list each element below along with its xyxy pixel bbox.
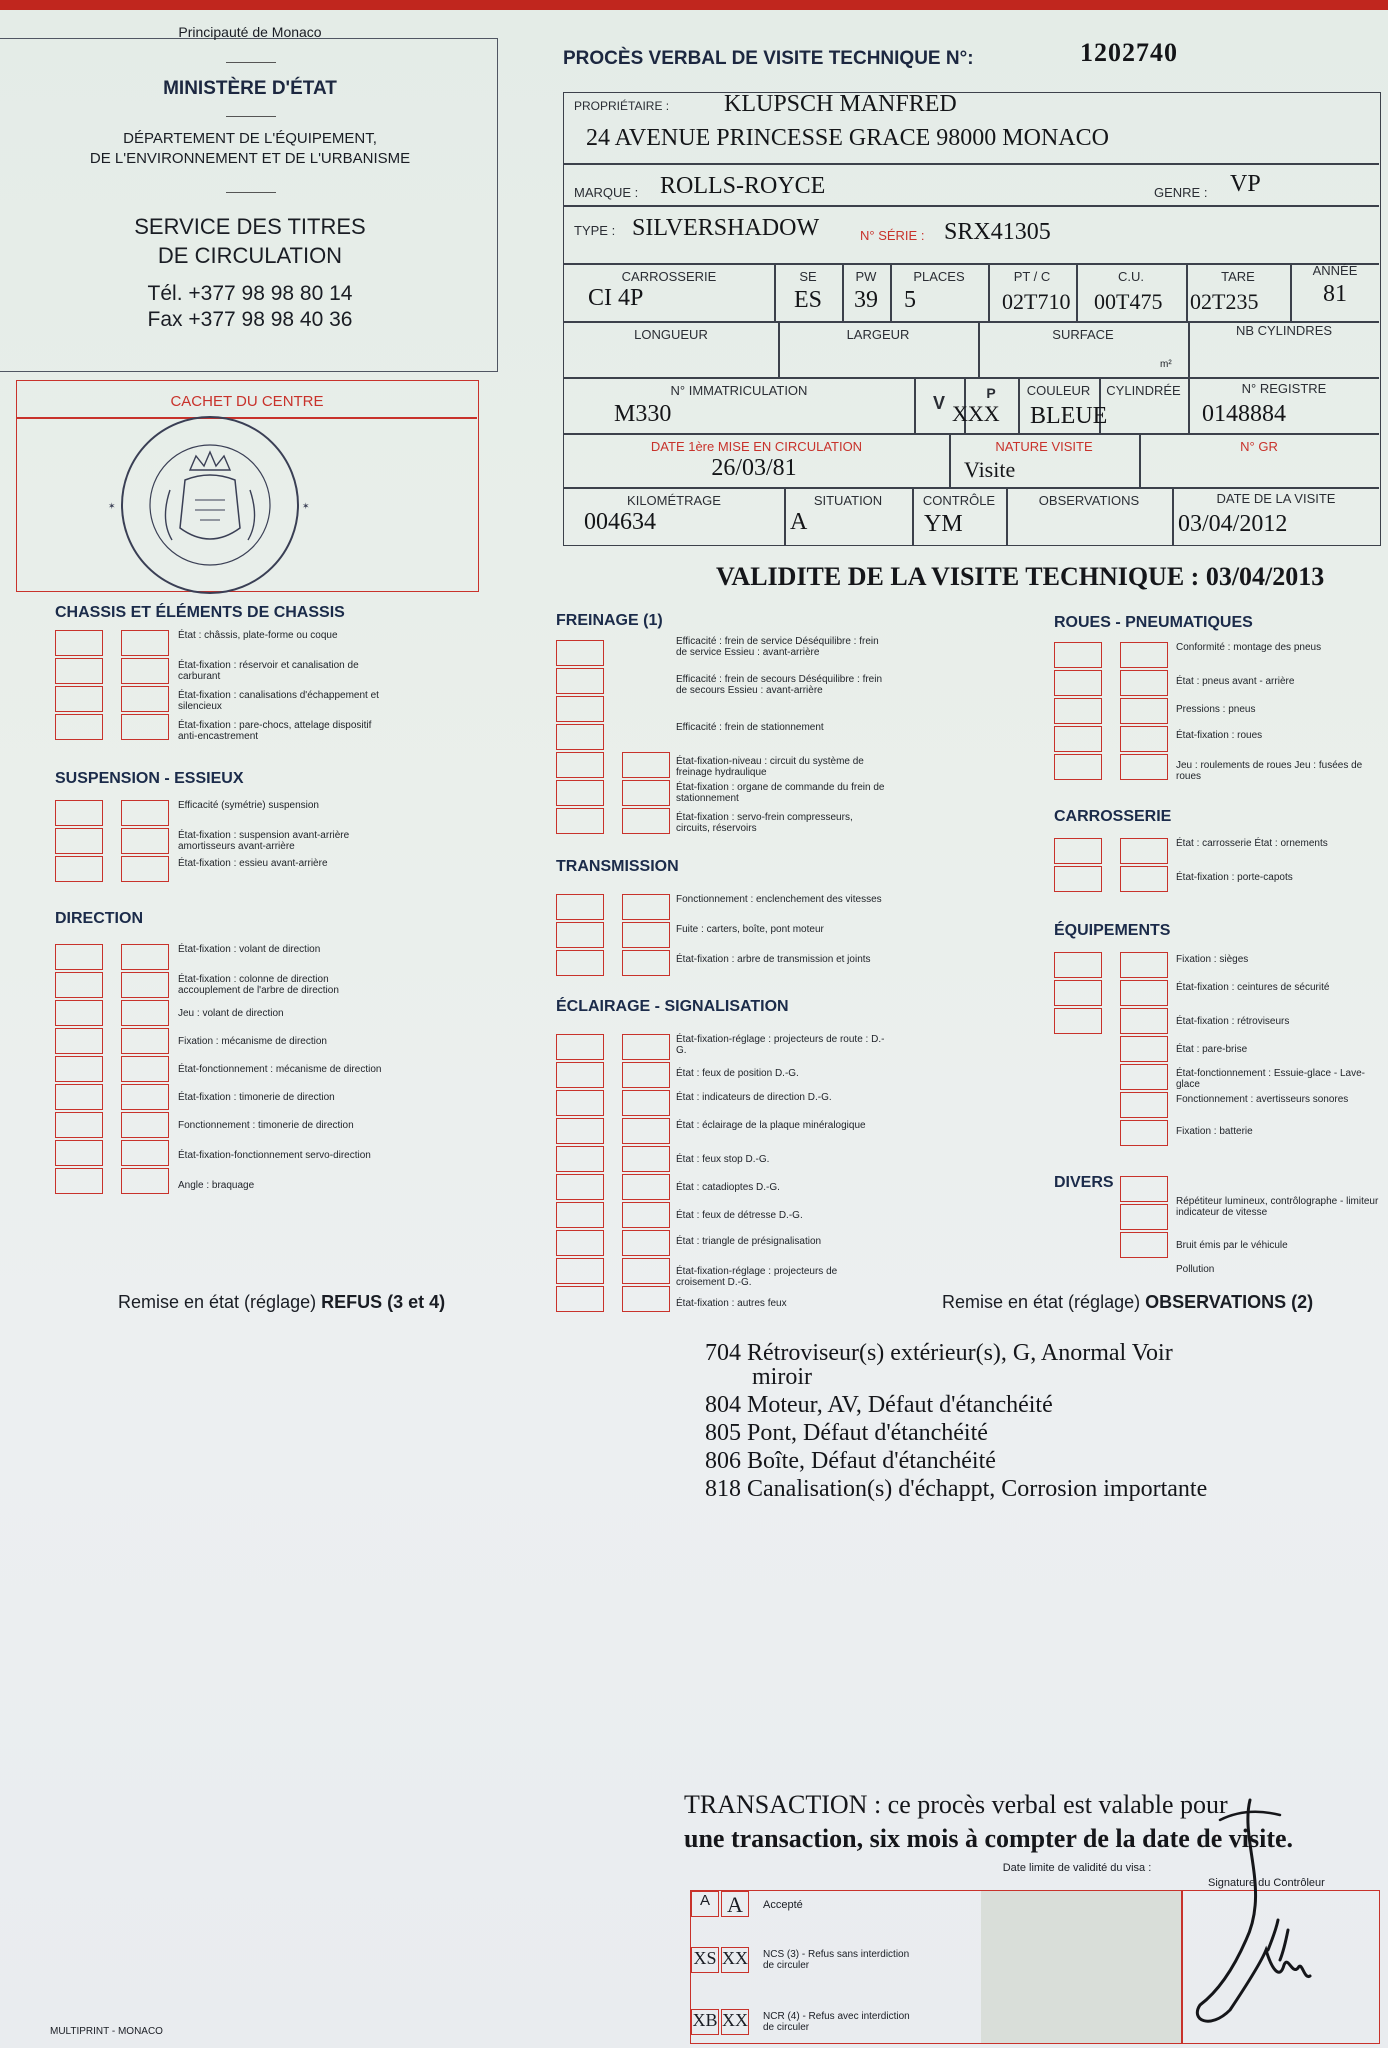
checklist-item-label: État-fixation : rétroviseurs [1176,1016,1290,1027]
remise-observations-line [942,1292,1313,1313]
svg-text:✶: ✶ [302,501,310,511]
report-number: 1202740 [1080,38,1178,67]
observation-line: 704 Rétroviseur(s) extérieur(s), G, Anormal Voir [705,1340,1173,1366]
section-suspension-title: SUSPENSION - ESSIEUX [55,770,244,787]
ptc-label: PT / C [1013,269,1051,284]
nature-value: Visite [964,457,1016,482]
controller-signature [1180,1780,1320,2040]
check-box[interactable] [1120,698,1168,724]
check-box[interactable] [121,972,169,998]
checklist-item-label: État-fixation-réglage : projecteurs de croisement D.-G. [676,1266,838,1288]
check-box[interactable] [55,1056,103,1082]
checklist-item-label: État-fonctionnement : mécanisme de direction [178,1064,382,1075]
checklist-item-label: État-fixation : suspension avant-arrière amortisseurs avant-arrière [178,830,350,852]
km-label: KILOMÉTRAGE [627,493,721,508]
registre-label: N° REGISTRE [1241,381,1327,396]
check-box[interactable] [1120,670,1168,696]
surface-label: SURFACE [1052,327,1114,342]
section-equipements-title: ÉQUIPEMENTS [1054,922,1171,939]
section-eclairage-title: ÉCLAIRAGE - SIGNALISATION [556,998,789,1015]
check-box[interactable] [1120,952,1168,978]
check-box[interactable] [121,1112,169,1138]
section-roues-title: ROUES - PNEUMATIQUES [1054,614,1253,631]
checklist-item-label: État : catadioptes D.-G. [676,1182,780,1193]
check-box[interactable] [55,658,103,684]
service-line-2: DE CIRCULATION [157,243,343,268]
checklist-item-label: Jeu : roulements de roues Jeu : fusées de roues [1176,760,1363,782]
ministry-title: MINISTÈRE D'ÉTAT [163,78,337,99]
carrosserie-value: CI 4P [588,285,644,311]
service-line-1: SERVICE DES TITRES [134,214,366,239]
check-box[interactable] [556,808,604,834]
fax-number: Fax +377 98 98 40 36 [147,308,353,331]
checklist-item-label: État : feux de position D.-G. [676,1068,799,1079]
checklist-item-label: État : triangle de présignalisation [676,1236,822,1247]
date-mise-label: DATE 1ère MISE EN CIRCULATION [650,439,863,454]
genre-value: VP [1230,171,1261,197]
result-a-box: A [691,1891,719,1917]
check-box[interactable] [622,1146,670,1172]
checklist-item-label: État : pneus avant - arrière [1176,676,1295,687]
check-box[interactable] [121,686,169,712]
checklist-item-label: Jeu : volant de direction [178,1008,284,1019]
checklist-item-label: Angle : braquage [178,1180,255,1191]
ncs-code: XS [691,1947,719,1973]
ncr-code: XB [691,2009,719,2035]
checklist-item-label: État-fixation : essieu avant-arrière [178,858,328,869]
carrosserie-label: CARROSSERIE [621,269,717,284]
checklist-item-label: État-fixation : canalisations d'échappement et silencieux [178,690,379,712]
checklist-item-label: État-fonctionnement : Essuie-glace - Lave-glace [1176,1068,1365,1090]
ncs-marks: XX [721,1947,749,1973]
top-edge-strip [0,0,1388,10]
nature-label: NATURE VISITE [995,439,1093,454]
checklist-item-label: État-fixation-niveau : circuit du système de freinage hydraulique [676,756,864,778]
check-box[interactable] [121,630,169,656]
check-box[interactable] [1120,1232,1168,1258]
controle-value: YM [924,511,963,537]
check-box[interactable] [622,752,670,778]
check-box[interactable] [1054,754,1102,780]
check-box[interactable] [622,1174,670,1200]
immat-label: N° IMMATRICULATION [670,383,808,398]
remise-refus-bold: REFUS (3 et 4) [321,1292,446,1312]
check-box[interactable] [1120,1120,1168,1146]
check-box[interactable] [622,1034,670,1060]
check-box[interactable] [1054,698,1102,724]
tare-value: 02T235 [1190,289,1259,314]
section-transmission-title: TRANSMISSION [556,858,679,875]
check-box[interactable] [556,1230,604,1256]
check-box[interactable] [55,1000,103,1026]
pw-label: PW [855,269,877,284]
checklist-item-label: Efficacité (symétrie) suspension [178,800,319,811]
checklist-item-label: État-fixation : organe de commande du frein de stationnement [676,782,885,804]
check-box[interactable] [556,1202,604,1228]
check-box[interactable] [1120,642,1168,668]
transaction-line-2: une transaction, six mois à compter de la date de visite. [684,1824,1294,1853]
checklist-item-label: État-fixation : ceintures de sécurité [1176,982,1330,993]
p-value: XXX [952,401,1000,426]
type-label: TYPE : [574,223,616,238]
check-box[interactable] [121,1028,169,1054]
pw-value: 39 [854,287,878,313]
section-carrosserie-title: CARROSSERIE [1054,808,1172,825]
check-box[interactable] [1054,980,1102,1006]
remise-refus-line [118,1292,445,1313]
check-box[interactable] [55,828,103,854]
observations-label: OBSERVATIONS [1038,493,1140,508]
checklist-item-label: Fixation : mécanisme de direction [178,1036,327,1047]
owner-name: KLUPSCH MANFRED [724,91,957,117]
check-box[interactable] [1120,1064,1168,1090]
largeur-label: LARGEUR [846,327,910,342]
checklist-item-label: Pressions : pneus [1176,704,1256,715]
checklist-item-label: État : châssis, plate-forme ou coque [178,630,338,641]
se-label: SE [799,269,817,284]
situation-value: A [790,509,808,535]
checklist-item-label: État-fixation-fonctionnement servo-direction [178,1150,371,1161]
check-box[interactable] [1120,1036,1168,1062]
check-box[interactable] [556,1258,604,1284]
cylindres-label: NB CYLINDRES [1235,323,1333,338]
check-box[interactable] [622,894,670,920]
checklist-item-label: État-fixation : servo-frein compresseurs, circuits, réservoirs [676,812,853,834]
check-box[interactable] [556,1146,604,1172]
longueur-label: LONGUEUR [634,327,708,342]
check-box[interactable] [1054,952,1102,978]
printer-credit: MULTIPRINT - MONACO [50,2026,163,2037]
svg-text:✶: ✶ [108,501,116,511]
places-value: 5 [904,287,916,313]
checklist-item-label: État-fixation : porte-capots [1176,872,1293,883]
cu-value: 00T475 [1094,289,1163,314]
se-value: ES [793,287,822,313]
check-box[interactable] [1120,1092,1168,1118]
check-box[interactable] [1120,1008,1168,1034]
observation-line: 805 Pont, Défaut d'étanchéité [705,1420,988,1446]
checklist-item-label: État-fixation : volant de direction [178,944,321,955]
phone-number: Tél. +377 98 98 80 14 [147,282,353,305]
check-box[interactable] [556,922,604,948]
check-box[interactable] [121,856,169,882]
check-box[interactable] [1054,866,1102,892]
checklist-item-label: Fixation : batterie [1176,1126,1253,1137]
genre-label: GENRE : [1154,185,1208,200]
checklist-item-label: État : feux stop D.-G. [676,1154,770,1165]
check-box[interactable] [556,640,604,666]
tare-label: TARE [1221,269,1255,284]
checklist-item-label: État-fixation : roues [1176,730,1263,741]
ncs-label: NCS (3) - Refus sans interdiction de circuler [763,1949,910,1971]
check-box[interactable] [55,630,103,656]
checklist-item-label: État : feux de détresse D.-G. [676,1210,803,1221]
checklist-item-label: Fonctionnement : avertisseurs sonores [1176,1094,1349,1105]
check-box[interactable] [121,1168,169,1194]
checklist-item-label: État-fixation : réservoir et canalisation de carburant [178,660,359,682]
serie-label: N° SÉRIE : [860,228,925,243]
check-box[interactable] [622,1286,670,1312]
check-box[interactable] [1054,838,1102,864]
check-box[interactable] [622,1230,670,1256]
report-title: PROCÈS VERBAL DE VISITE TECHNIQUE N°: [563,48,974,69]
p-label: P [986,385,996,401]
checklist-item-label: Bruit émis par le véhicule [1176,1240,1288,1251]
checklist-item-label: Fuite : carters, boîte, pont moteur [676,924,824,935]
gr-label: N° GR [1240,439,1278,454]
validity-line: VALIDITE DE LA VISITE TECHNIQUE : 03/04/2013 [716,562,1325,591]
check-box[interactable] [1054,726,1102,752]
check-box[interactable] [55,972,103,998]
check-box[interactable] [622,1090,670,1116]
checklist-item-label: État-fixation : timonerie de direction [178,1092,335,1103]
check-box[interactable] [55,944,103,970]
check-box[interactable] [622,808,670,834]
monaco-seal-stamp [100,410,320,600]
checklist-item-label: Conformité : montage des pneus [1176,642,1322,653]
check-box[interactable] [622,922,670,948]
surface-unit: m² [1160,359,1172,370]
checklist-item-label: Efficacité : frein de service Déséquilibre : frein de service Essieu : avant-arrière [676,636,879,658]
v-label: V [932,393,945,413]
accepte-label: Accepté [763,1899,803,1911]
owner-address: 24 AVENUE PRINCESSE GRACE 98000 MONACO [586,125,1109,151]
check-box[interactable] [556,1034,604,1060]
check-box[interactable] [55,1112,103,1138]
stamp-box-title: CACHET DU CENTRE [170,393,324,410]
ncr-marks: XX [721,2009,749,2035]
check-box[interactable] [1120,1176,1168,1202]
check-box[interactable] [622,1258,670,1284]
department-line-1: DÉPARTEMENT DE L'ÉQUIPEMENT, [123,130,377,147]
check-box[interactable] [121,800,169,826]
check-box[interactable] [55,800,103,826]
check-box[interactable] [121,1140,169,1166]
check-box[interactable] [1054,670,1102,696]
department-line-2: DE L'ENVIRONNEMENT ET DE L'URBANISME [89,150,411,167]
date-visite-value: 03/04/2012 [1178,511,1288,537]
check-box[interactable] [556,752,604,778]
result-a-mark: A [721,1891,749,1917]
section-divers-title: DIVERS [1054,1174,1114,1191]
checklist-item-label: Fixation : sièges [1176,954,1249,965]
check-box[interactable] [121,1084,169,1110]
checklist-item-label: État : indicateurs de direction D.-G. [676,1092,832,1103]
checklist-item-label: État-fixation : colonne de direction accouplement de l'arbre de direction [178,974,339,996]
checklist-item-label: État-fixation : autres feux [676,1298,787,1309]
observation-line: miroir [752,1364,812,1390]
remise-obs-prefix: Remise en état (réglage) [942,1292,1141,1312]
check-box[interactable] [1120,754,1168,780]
checklist-item-label: État-fixation : arbre de transmission et joints [676,954,871,965]
check-box[interactable] [121,1000,169,1026]
date-visite-label: DATE DE LA VISITE [1216,491,1336,506]
check-box[interactable] [1120,1204,1168,1230]
checklist-item-label: État-fixation : pare-chocs, attelage dispositif anti-encastrement [178,720,372,742]
checklist-item-label: Répétiteur lumineux, contrôlographe - limiteur indicateur de vitesse [1176,1196,1379,1218]
check-box[interactable] [55,1028,103,1054]
check-box[interactable] [622,1202,670,1228]
date-mise-value: 26/03/81 [711,455,797,481]
check-box[interactable] [556,1286,604,1312]
checklist-item-label: État : carrosserie État : ornements [1176,838,1328,849]
annee-label: ANNÉE [1312,263,1358,278]
signature-label: Signature du Contrôleur [1208,1877,1325,1889]
check-box[interactable] [556,668,604,694]
check-box[interactable] [121,1056,169,1082]
check-box[interactable] [1120,726,1168,752]
registre-value: 0148884 [1202,401,1286,427]
check-box[interactable] [556,724,604,750]
check-box[interactable] [121,828,169,854]
checklist-item-label: Efficacité : frein de secours Déséquilibre : frein de secours Essieu : avant-arrière [676,674,883,696]
cylindree-label: CYLINDRÉE [1106,383,1181,398]
checklist-item-label: Fonctionnement : enclenchement des vitesses [676,894,882,905]
immat-value: M330 [614,401,672,427]
couleur-label: COULEUR [1026,383,1091,398]
ncr-label: NCR (4) - Refus avec interdiction de circuler [763,2011,910,2033]
check-box[interactable] [55,714,103,740]
observation-line: 804 Moteur, AV, Défaut d'étanchéité [705,1392,1053,1418]
check-box[interactable] [556,894,604,920]
check-box[interactable] [55,1168,103,1194]
check-box[interactable] [622,950,670,976]
check-box[interactable] [1120,866,1168,892]
cu-label: C.U. [1118,269,1144,284]
section-direction-title: DIRECTION [55,910,143,927]
check-box[interactable] [1054,1008,1102,1034]
controle-label: CONTRÔLE [922,493,996,508]
couleur-value: BLEUE [1030,403,1108,429]
checklist-item-label: État-fixation-réglage : projecteurs de route : D.-G. [676,1034,885,1056]
marque-value: ROLLS-ROYCE [660,173,826,199]
check-box[interactable] [556,780,604,806]
check-box[interactable] [556,1118,604,1144]
checklist-item-label: État : éclairage de la plaque minéralogique [676,1120,866,1131]
principality-label: Principauté de Monaco [178,24,322,40]
ptc-value: 02T710 [1002,289,1071,314]
vehicle-info-table [563,92,1381,546]
observation-line: 818 Canalisation(s) d'échappt, Corrosion importante [705,1476,1208,1502]
checklist-item-label: Fonctionnement : timonerie de direction [178,1120,354,1131]
km-value: 004634 [584,509,656,535]
check-box[interactable] [121,658,169,684]
check-box[interactable] [1054,642,1102,668]
check-box[interactable] [121,944,169,970]
owner-label: PROPRIÉTAIRE : [574,99,670,113]
check-box[interactable] [556,696,604,722]
check-box[interactable] [622,1118,670,1144]
remise-obs-bold: OBSERVATIONS (2) [1145,1292,1314,1312]
check-box[interactable] [556,1062,604,1088]
check-box[interactable] [556,950,604,976]
check-box[interactable] [1120,980,1168,1006]
check-box[interactable] [55,1140,103,1166]
date-limite-label: Date limite de validité du visa : [1002,1862,1152,1874]
check-box[interactable] [55,1084,103,1110]
check-box[interactable] [55,686,103,712]
remise-refus-prefix: Remise en état (réglage) [118,1292,317,1312]
check-box[interactable] [121,714,169,740]
serie-value: SRX41305 [944,219,1051,245]
section-freinage-title: FREINAGE (1) [556,612,663,629]
checklist-item-label: État : pare-brise [1176,1044,1248,1055]
check-box[interactable] [622,1062,670,1088]
places-label: PLACES [913,269,965,284]
check-box[interactable] [55,856,103,882]
annee-value: 81 [1323,281,1347,307]
transaction-line-1: TRANSACTION : ce procès verbal est valable pour [684,1790,1228,1819]
check-box[interactable] [1120,838,1168,864]
check-box[interactable] [556,1174,604,1200]
observation-line: 806 Boîte, Défaut d'étanchéité [705,1448,996,1474]
situation-label: SITUATION [813,493,883,508]
check-box[interactable] [622,780,670,806]
checklist-item-label: Efficacité : frein de stationnement [676,722,824,733]
checklist-item-label: Pollution [1176,1264,1215,1275]
check-box[interactable] [556,1090,604,1116]
section-chassis-title: CHASSIS ET ÉLÉMENTS DE CHASSIS [55,604,345,621]
type-value: SILVERSHADOW [632,215,820,241]
marque-label: MARQUE : [574,185,639,200]
